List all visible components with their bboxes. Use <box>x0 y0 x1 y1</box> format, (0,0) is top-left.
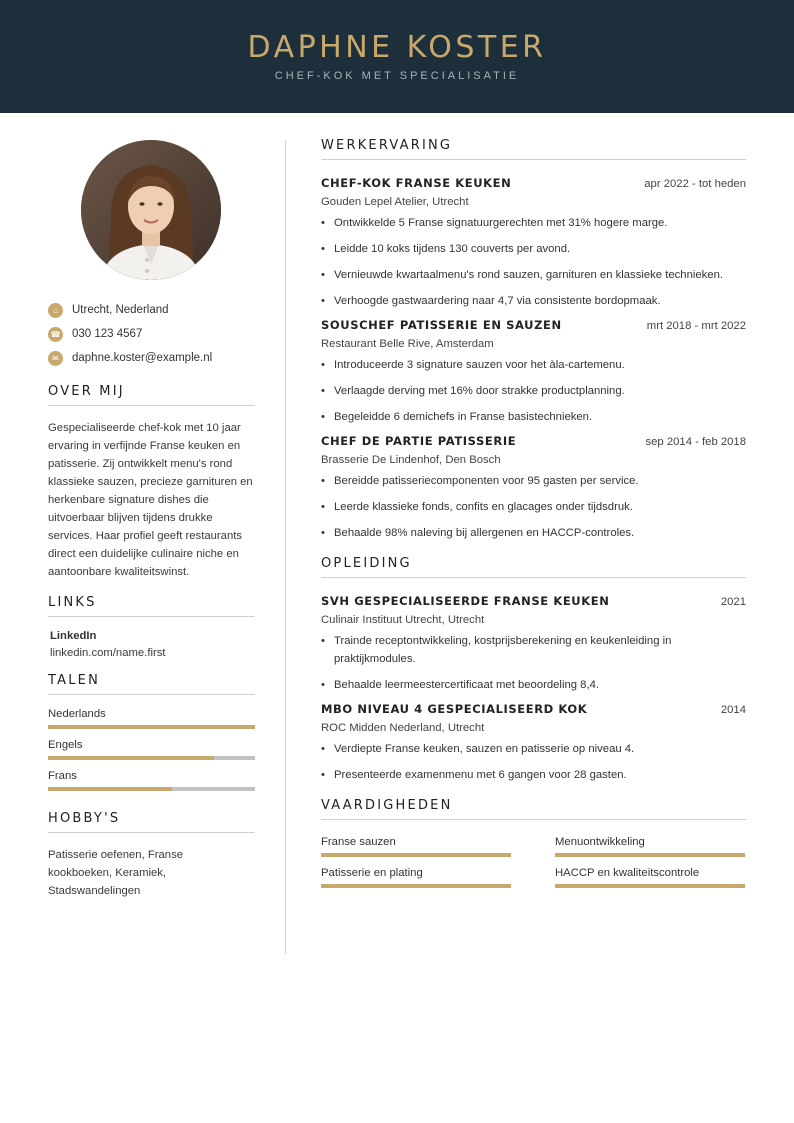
bullet-item: • Trainde receptontwikkeling, kostprijsberekening en keukenleiding in praktijkmodules. <box>321 632 746 668</box>
language-level-bar <box>48 725 255 729</box>
contact-location-text: Utrecht, Nederland <box>72 304 169 316</box>
bullet-item: • Introduceerde 3 signature sauzen voor het àla-cartemenu. <box>321 356 746 374</box>
skill-level-fill <box>555 853 745 857</box>
experience-title: WERKERVARING <box>321 138 746 160</box>
candidate-role: CHEF-KOK MET SPECIALISATIE <box>274 70 520 82</box>
entry-title: SOUSCHEF PATISSERIE EN SAUZEN <box>321 318 562 332</box>
skill-name: Menuontwikkeling <box>555 836 645 848</box>
entry-org: Restaurant Belle Rive, Amsterdam <box>321 338 494 350</box>
bullet-item: • Leidde 10 koks tijdens 130 couverts per avond. <box>321 240 746 258</box>
education-entry <box>321 702 746 784</box>
entry-date: sep 2014 - feb 2018 <box>645 436 746 448</box>
language-level-bar <box>48 756 255 760</box>
skill-level-bar <box>555 884 745 888</box>
main-column <box>321 138 746 888</box>
contact-phone-text: 030 123 4567 <box>72 328 143 340</box>
language-item <box>48 770 255 791</box>
about-text: Gespecialiseerde chef-kok met 10 jaar ervaring in verfijnde Franse keuken en patisserie. Zij ontwikkelt menu's rond klassieke sauzen, precieze garnituren en herkenbare signature dishes die uitvoerbaar blijven tijdens drukke services. Haar profiel geeft restaurants direct een duidelijke culinaire niche en aantoonbare kwaliteitswinst. <box>48 422 253 578</box>
bullet-item: • Behaalde leermeestercertificaat met beoordeling 8,4. <box>321 676 746 694</box>
entry-org: Brasserie De Lindenhof, Den Bosch <box>321 454 501 466</box>
entry-title: CHEF DE PARTIE PATISSERIE <box>321 434 517 448</box>
sidebar <box>48 140 255 900</box>
entry-org: Gouden Lepel Atelier, Utrecht <box>321 196 469 208</box>
profile-photo <box>81 140 221 280</box>
entry-org: ROC Midden Nederland, Utrecht <box>321 722 485 734</box>
bullet-item: • Bereidde patisseriecomponenten voor 95 gasten per service. <box>321 472 746 490</box>
language-level-fill <box>48 787 172 791</box>
bullet-item: • Vernieuwde kwartaalmenu's rond sauzen, garnituren en klassieke technieken. <box>321 266 746 284</box>
entry-bullets <box>321 214 746 310</box>
entry-org: Culinair Instituut Utrecht, Utrecht <box>321 614 485 626</box>
links-title: LINKS <box>48 595 255 617</box>
entry-bullets <box>321 472 746 542</box>
entry-date: mrt 2018 - mrt 2022 <box>646 320 746 332</box>
hobbies-text: Patisserie oefenen, Franse kookboeken, Keramiek, Stadswandelingen <box>48 849 184 897</box>
languages-title: TALEN <box>48 673 255 695</box>
entry-bullets <box>321 632 746 694</box>
entry-title: SVH GESPECIALISEERDE FRANSE KEUKEN <box>321 594 610 608</box>
skill-level-bar <box>321 853 511 857</box>
education-entry <box>321 594 746 694</box>
entry-date: 2021 <box>720 596 746 608</box>
contact-location <box>48 298 255 322</box>
skill-item <box>555 867 745 888</box>
skill-level-fill <box>321 853 511 857</box>
language-level-fill <box>48 725 255 729</box>
language-level-bar <box>48 787 255 791</box>
bullet-item: • Leerde klassieke fonds, confits en glacages onder tijdsdruk. <box>321 498 746 516</box>
language-level-fill <box>48 756 214 760</box>
language-name: Nederlands <box>48 708 106 720</box>
hobbies-title: HOBBY'S <box>48 811 255 833</box>
bullet-item: • Verhoogde gastwaardering naar 4,7 via consistente bordopmaak. <box>321 292 746 310</box>
phone-icon: ☎ <box>48 327 63 342</box>
skill-item <box>555 836 745 857</box>
experience-entry <box>321 318 746 426</box>
linkedin-label: LinkedIn <box>50 630 97 642</box>
language-item <box>48 739 255 760</box>
skill-name: HACCP en kwaliteitscontrole <box>555 867 700 879</box>
bullet-item: • Begeleidde 6 demichefs in Franse basistechnieken. <box>321 408 746 426</box>
language-item <box>48 708 255 729</box>
skill-item <box>321 867 511 888</box>
language-name: Engels <box>48 739 83 751</box>
bullet-item: • Presenteerde examenmenu met 6 gangen voor 28 gasten. <box>321 766 746 784</box>
contact-phone <box>48 322 255 346</box>
bullet-item: • Behaalde 98% naleving bij allergenen en HACCP-controles. <box>321 524 746 542</box>
home-icon: ⌂ <box>48 303 63 318</box>
bullet-item: • Ontwikkelde 5 Franse signatuurgerechten met 31% hogere marge. <box>321 214 746 232</box>
experience-entry <box>321 176 746 310</box>
column-divider <box>285 140 286 954</box>
skill-name: Franse sauzen <box>321 836 396 848</box>
skill-name: Patisserie en plating <box>321 867 423 879</box>
education-title: OPLEIDING <box>321 556 746 578</box>
skills-grid <box>321 836 746 888</box>
contact-email <box>48 346 255 370</box>
entry-title: MBO NIVEAU 4 GESPECIALISEERD KOK <box>321 702 588 716</box>
skills-title: VAARDIGHEDEN <box>321 798 746 820</box>
contact-email-text: daphne.koster@example.nl <box>72 352 213 364</box>
candidate-name: DAPHNE KOSTER <box>247 30 547 65</box>
skill-level-fill <box>321 884 511 888</box>
skill-item <box>321 836 511 857</box>
skill-level-bar <box>555 853 745 857</box>
chef-portrait-icon <box>81 140 221 280</box>
about-title: OVER MIJ <box>48 384 255 406</box>
language-name: Frans <box>48 770 77 782</box>
entry-date: 2014 <box>720 704 746 716</box>
entry-date: apr 2022 - tot heden <box>644 178 746 190</box>
entry-title: CHEF-KOK FRANSE KEUKEN <box>321 176 512 190</box>
entry-bullets <box>321 356 746 426</box>
resume-header <box>0 0 794 113</box>
skill-level-bar <box>321 884 511 888</box>
skill-level-fill <box>555 884 745 888</box>
experience-entry <box>321 434 746 542</box>
contact-list <box>48 298 255 370</box>
bullet-item: • Verdiepte Franse keuken, sauzen en patisserie op niveau 4. <box>321 740 746 758</box>
bullet-item: • Verlaagde derving met 16% door strakke productplanning. <box>321 382 746 400</box>
entry-bullets <box>321 740 746 784</box>
linkedin-link[interactable]: linkedin.com/name.first <box>50 647 166 659</box>
mail-icon: ✉ <box>48 351 63 366</box>
